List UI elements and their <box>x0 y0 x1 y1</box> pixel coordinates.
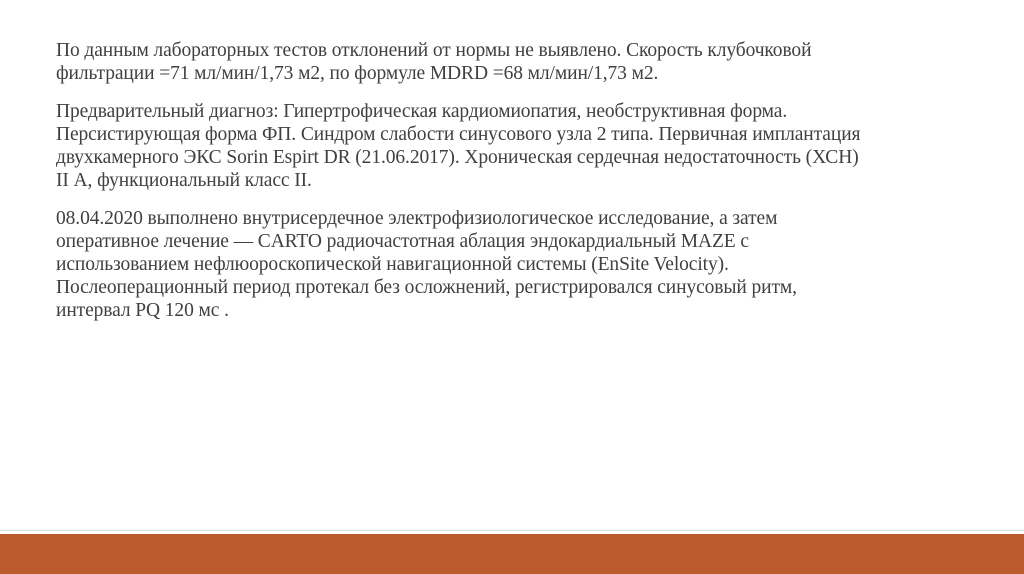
text-line: По данным лабораторных тестов отклонений от нормы не выявлено. Скорость клубочковой <box>56 40 812 61</box>
footer-accent-bar <box>0 534 1024 574</box>
text-line: использованием нефлюороскопической навигационной системы (EnSite Velocity). <box>56 254 729 275</box>
paragraph-diagnosis <box>56 100 956 192</box>
text-line: оперативное лечение — CARTO радиочастотная аблация эндокардиальный MAZE с <box>56 231 749 252</box>
paragraph-lab-results <box>56 39 956 85</box>
text-line: Послеоперационный период протекал без осложнений, регистрировался синусовый ритм, <box>56 277 797 298</box>
text-line: Предварительный диагноз: Гипертрофическая кардиомиопатия, необструктивная форма. <box>56 101 788 122</box>
text-line: II А, функциональный класс II. <box>56 170 312 191</box>
footer-divider <box>0 530 1024 531</box>
text-line: фильтрации =71 мл/мин/1,73 м2, по формуле MDRD =68 мл/мин/1,73 м2. <box>56 63 659 84</box>
text-line: Персистирующая форма ФП. Синдром слабости синусового узла 2 типа. Первичная имплантация <box>56 124 861 145</box>
text-line: 08.04.2020 выполнено внутрисердечное электрофизиологическое исследование, а затем <box>56 208 778 229</box>
paragraph-procedure <box>56 207 956 322</box>
text-line: интервал PQ 120 мс . <box>56 300 229 321</box>
slide-body <box>56 39 956 337</box>
text-line: двухкамерного ЭКС Sorin Espirt DR (21.06.2017). Хроническая сердечная недостаточность (ХСН) <box>56 147 859 168</box>
